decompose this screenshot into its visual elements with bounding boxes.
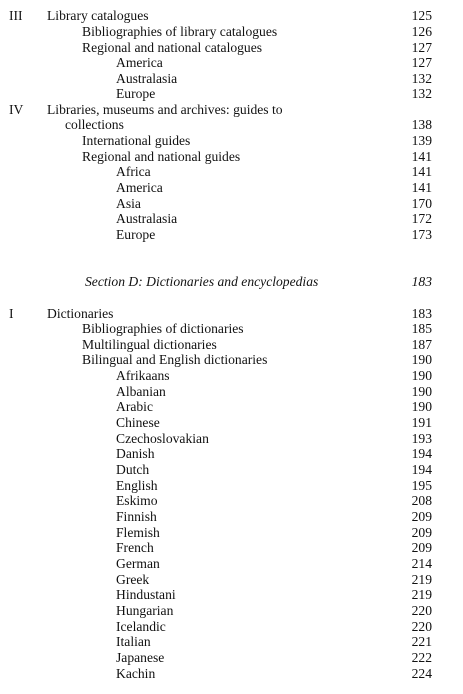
entry-title: Greek [116, 572, 150, 587]
entry-title: Europe [116, 86, 156, 101]
page-number: 183 [411, 306, 432, 321]
page-number: 172 [411, 211, 432, 226]
toc-entry [0, 102, 463, 118]
entry-title: Japanese [116, 650, 165, 665]
entry-title: Eskimo [116, 493, 158, 508]
page-number: 132 [411, 71, 432, 86]
toc-entry [0, 462, 463, 478]
page-number: 193 [411, 431, 432, 446]
toc-entry [0, 446, 463, 462]
toc-entry [0, 415, 463, 431]
toc-entry [0, 321, 463, 337]
page-number: 190 [411, 352, 432, 367]
entry-title: America [116, 180, 163, 195]
page-number: 209 [411, 509, 432, 524]
toc-entry [0, 211, 463, 227]
entry-title: Hungarian [116, 603, 174, 618]
toc-entry [0, 337, 463, 353]
toc-entry [0, 71, 463, 87]
page-number: 219 [411, 572, 432, 587]
entry-title: Albanian [116, 384, 166, 399]
entry-title: Danish [116, 446, 155, 461]
toc-entry [0, 227, 463, 243]
page-number: 224 [411, 666, 432, 681]
page-number: 222 [411, 650, 432, 665]
page-number: 138 [411, 117, 432, 132]
entry-title: Section D: Dictionaries and encyclopedias [85, 274, 319, 289]
entry-title: America [116, 55, 163, 70]
toc-entry [0, 431, 463, 447]
chapter-numeral: I [9, 306, 14, 321]
entry-title: Italian [116, 634, 151, 649]
toc-entry [0, 587, 463, 603]
entry-title: Icelandic [116, 619, 166, 634]
toc-entry [0, 556, 463, 572]
section-heading [0, 274, 463, 290]
page-number: 141 [411, 164, 432, 179]
page-number: 170 [411, 196, 432, 211]
entry-title: Finnish [116, 509, 157, 524]
toc-entry [0, 8, 463, 24]
entry-title: French [116, 540, 154, 555]
entry-title: Kachin [116, 666, 156, 681]
toc-entry [0, 478, 463, 494]
entry-title: Arabic [116, 399, 153, 414]
toc-entry [0, 55, 463, 71]
entry-title: Africa [116, 164, 151, 179]
entry-title: Multilingual dictionaries [82, 337, 217, 352]
entry-title: International guides [82, 133, 191, 148]
entry-title: Europe [116, 227, 156, 242]
entry-title: Dictionaries [47, 306, 114, 321]
toc-entry [0, 572, 463, 588]
page-number: 132 [411, 86, 432, 101]
page-number: 185 [411, 321, 432, 336]
page-number: 221 [411, 634, 432, 649]
page-number: 126 [411, 24, 432, 39]
toc-entry [0, 86, 463, 102]
page-number: 220 [411, 619, 432, 634]
toc-entry [0, 493, 463, 509]
chapter-numeral: III [9, 8, 23, 23]
entry-title: Flemish [116, 525, 160, 540]
entry-title: Australasia [116, 71, 178, 86]
toc-entry [0, 384, 463, 400]
toc-entry [0, 180, 463, 196]
toc-entry [0, 117, 463, 133]
page-number: 214 [411, 556, 432, 571]
toc-entry [0, 619, 463, 635]
page-number: 209 [411, 525, 432, 540]
entry-title: Bibliographies of library catalogues [82, 24, 278, 39]
entry-title: collections [65, 117, 124, 132]
toc-entry [0, 650, 463, 666]
toc-entry [0, 399, 463, 415]
page-number: 125 [411, 8, 432, 23]
page-number: 190 [411, 368, 432, 383]
page-number: 194 [411, 446, 432, 461]
page-number: 127 [411, 40, 432, 55]
page-number: 183 [411, 274, 432, 289]
page-number: 219 [411, 587, 432, 602]
toc-entry [0, 525, 463, 541]
toc-entry [0, 368, 463, 384]
page-number: 127 [411, 55, 432, 70]
chapter-numeral: IV [9, 102, 24, 117]
page-number: 220 [411, 603, 432, 618]
page-number: 187 [411, 337, 432, 352]
page-number: 209 [411, 540, 432, 555]
page-number: 190 [411, 384, 432, 399]
toc-entry [0, 24, 463, 40]
entry-title: Library catalogues [47, 8, 149, 23]
toc-entry [0, 164, 463, 180]
entry-title: Regional and national guides [82, 149, 241, 164]
entry-title: Bilingual and English dictionaries [82, 352, 268, 367]
page-number: 141 [411, 180, 432, 195]
page-number: 141 [411, 149, 432, 164]
toc-entry [0, 133, 463, 149]
toc-entry [0, 196, 463, 212]
entry-title: Regional and national catalogues [82, 40, 263, 55]
entry-title: Hindustani [116, 587, 176, 602]
toc-entry [0, 352, 463, 368]
page-number: 194 [411, 462, 432, 477]
page-number: 173 [411, 227, 432, 242]
page-number: 208 [411, 493, 432, 508]
entry-title: Asia [116, 196, 141, 211]
entry-title: Bibliographies of dictionaries [82, 321, 244, 336]
entry-title: English [116, 478, 158, 493]
page-number: 191 [411, 415, 432, 430]
entry-title: Afrikaans [116, 368, 170, 383]
entry-title: Chinese [116, 415, 160, 430]
toc-entry [0, 603, 463, 619]
entry-title: Czechoslovakian [116, 431, 209, 446]
entry-title: Dutch [116, 462, 150, 477]
entry-title: Australasia [116, 211, 178, 226]
toc-entry [0, 149, 463, 165]
page-number: 139 [411, 133, 432, 148]
toc-entry [0, 666, 463, 682]
toc-entry [0, 306, 463, 322]
toc-entry [0, 509, 463, 525]
toc-entry [0, 40, 463, 56]
page-number: 190 [411, 399, 432, 414]
entry-title: German [116, 556, 160, 571]
toc-entry [0, 634, 463, 650]
toc-entry [0, 540, 463, 556]
page-number: 195 [411, 478, 432, 493]
entry-title: Libraries, museums and archives: guides to [47, 102, 283, 117]
